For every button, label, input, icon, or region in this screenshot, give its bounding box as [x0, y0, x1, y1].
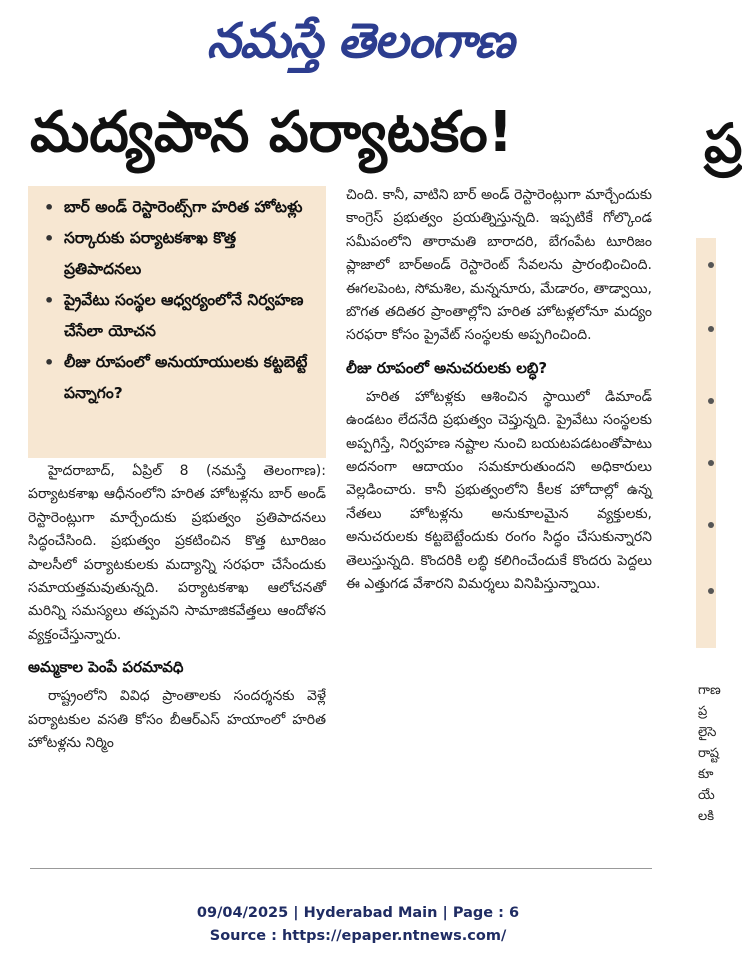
highlight-item: • ప్రైవేటు సంస్థల ఆధ్వర్యంలోనే నిర్వహణ చేసేలా యోచన — [42, 285, 318, 347]
article-paragraph: హరిత హోటళ్లకు ఆశించిన స్థాయిలో డిమాండ్ ఉండటం లేదనేది ప్రభుత్వం చెప్తున్నది. ప్రైవేటు సంస్థలకు అప్పగిస్తే, నిర్వహణ నష్టాల నుంచి బయటపడటంతోపాటు అదనంగా ఆదాయం సమకూరుతుందని అధికారులు వెల్లడించారు. కానీ ప్రభుత్వంలోని కీలక హోదాల్లో ఉన్న నేతలు హోటళ్లను అనుకూలమైన వ్యక్తులకు, అనుచరులకు కట్టబెట్టేందుకు రంగం సిద్ధం చేసుకున్నారని తెలుస్తున్నది. కొందరికి లబ్ధి కలిగించేందుకే కొందరు పెద్దలు ఈ ఎత్తుగడ వేశారని విమర్శలు వినిపిస్తున్నాయి. — [346, 388, 652, 593]
bullet-dot-icon — [708, 588, 714, 594]
highlight-item: • బార్ అండ్ రెస్టారెంట్స్‌గా హరిత హోటళ్లు — [42, 192, 318, 223]
article-paragraph: రాష్ట్రంలోని వివిధ ప్రాంతాలకు సందర్శనకు వెళ్లే పర్యాటకుల వసతి కోసం బీఆర్‌ఎస్ హయాంలో హరిత హోటళ్లను నిర్మిం — [28, 688, 326, 752]
article-column-1 — [28, 460, 326, 860]
highlights-box — [28, 186, 326, 458]
highlight-item: • లీజు రూపంలో అనుయాయులకు కట్టబెట్టే పన్నాగం? — [42, 347, 318, 409]
bullet-dot-icon — [708, 522, 714, 528]
newspaper-masthead: నమస్తే తెలంగాణ — [206, 13, 514, 69]
adjacent-highlight-box — [696, 238, 716, 648]
article-subheading: అమ్మకాల పెంపే పరమావధి — [28, 658, 184, 677]
bullet-dot-icon — [708, 326, 714, 332]
adjacent-article-fragment: ప్ర — [704, 112, 742, 175]
article-column-2 — [346, 184, 652, 860]
edition-info: 09/04/2025 | Hyderabad Main | Page : 6 — [196, 905, 520, 921]
bullet-dot-icon — [708, 398, 714, 404]
article-subheading: లీజు రూపంలో అనుచరులకు లబ్ధి? — [346, 358, 548, 377]
bullet-dot-icon — [708, 262, 714, 268]
page-footer — [0, 902, 716, 948]
article-paragraph: హైదరాబాద్, ఏప్రిల్ 8 (నమస్తే తెలంగాణ): పర్యాటకశాఖ ఆధీనంలోని హరిత హోటళ్లను బార్ అండ్ రెస్టారెంట్లుగా మార్చేందుకు ప్రభుత్వం ప్రతిపాదనలు సిద్ధంచేసింది. ప్రభుత్వం ప్రకటించిన కొత్త టూరిజం పాలసీలో పర్యాటకులకు మద్యాన్ని సరఫరా చేసేందుకు సమాయత్తమవుతున్నది. పర్యాటకశాఖ ఆలోచనతో మరిన్ని సమస్యలు తప్పవని సామాజికవేత్తలు ఆందోళన వ్యక్తంచేస్తున్నారు. — [28, 463, 326, 643]
footer-divider — [30, 868, 652, 869]
bullet-dot-icon — [708, 460, 714, 466]
article-paragraph: చింది. కానీ, వాటిని బార్ అండ్ రెస్టారెంట్లుగా మార్చేందుకు కాంగ్రెస్ ప్రభుత్వం ప్రయత్నిస్తున్నది. ఇప్పటికే గోల్కొండ సమీపంలోని తారామతి బారాదరి, బేగంపేట టూరిజం ప్లాజాలో బార్‌అండ్ రెస్టారెంట్ సేవలను ప్రారంభించింది. ఈగలపెంట, సోమశిల, మన్ననూరు, మేడారం, తాడ్వాయి, బొగత తదితర ప్రాంతాల్లోని హరిత హోటళ్లలోనూ మద్యం సరఫరా కోసం ప్రైవేట్ సంస్థలకు అప్పగించింది. — [346, 187, 652, 344]
source-link[interactable]: Source : https://epaper.ntnews.com/ — [209, 928, 507, 944]
adjacent-article-text: గాణ ప్ర లైసె రాష్ట కూ యే లకి — [698, 683, 721, 824]
highlight-item: • సర్కారుకు పర్యాటకశాఖ కొత్త ప్రతిపాదనలు — [42, 223, 318, 285]
article-headline: మద్యపాన పర్యాటకం! — [30, 100, 514, 165]
